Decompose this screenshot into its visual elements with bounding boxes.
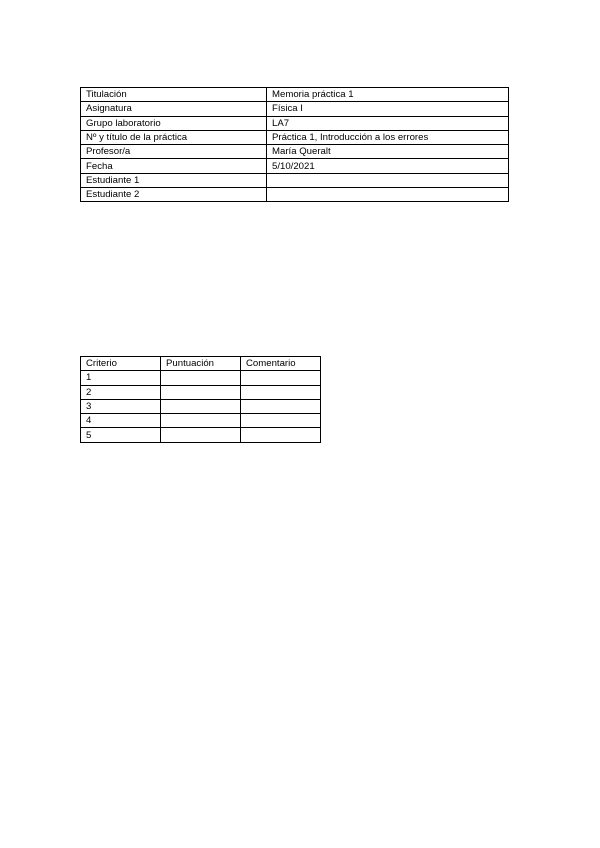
puntuacion-cell bbox=[161, 414, 241, 428]
criterio-cell: 1 bbox=[81, 371, 161, 385]
comentario-cell bbox=[241, 399, 321, 413]
comentario-cell bbox=[241, 414, 321, 428]
puntuacion-cell bbox=[161, 428, 241, 442]
info-label: Asignatura bbox=[81, 102, 267, 116]
table-row bbox=[81, 116, 509, 130]
criterio-cell: 2 bbox=[81, 385, 161, 399]
table-row bbox=[81, 371, 321, 385]
criterio-cell: 3 bbox=[81, 399, 161, 413]
column-header-puntuacion: Puntuación bbox=[161, 357, 241, 371]
table-row bbox=[81, 88, 509, 102]
puntuacion-cell bbox=[161, 371, 241, 385]
info-label: Estudiante 2 bbox=[81, 188, 267, 202]
table-header-row bbox=[81, 357, 321, 371]
info-value bbox=[267, 188, 509, 202]
table-row bbox=[81, 399, 321, 413]
grading-table bbox=[80, 356, 321, 443]
table-row bbox=[81, 188, 509, 202]
comentario-cell bbox=[241, 371, 321, 385]
practice-info-table bbox=[80, 87, 509, 202]
puntuacion-cell bbox=[161, 385, 241, 399]
table-row bbox=[81, 414, 321, 428]
column-header-comentario: Comentario bbox=[241, 357, 321, 371]
info-value: 5/10/2021 bbox=[267, 159, 509, 173]
table-row bbox=[81, 428, 321, 442]
comentario-cell bbox=[241, 428, 321, 442]
info-label: Profesor/a bbox=[81, 145, 267, 159]
info-label: Estudiante 1 bbox=[81, 173, 267, 187]
info-value bbox=[267, 173, 509, 187]
info-value: María Queralt bbox=[267, 145, 509, 159]
info-label: Fecha bbox=[81, 159, 267, 173]
info-value: Memoria práctica 1 bbox=[267, 88, 509, 102]
comentario-cell bbox=[241, 385, 321, 399]
info-value: Práctica 1, Introducción a los errores bbox=[267, 130, 509, 144]
info-label: Titulación bbox=[81, 88, 267, 102]
criterio-cell: 4 bbox=[81, 414, 161, 428]
puntuacion-cell bbox=[161, 399, 241, 413]
info-value: LA7 bbox=[267, 116, 509, 130]
table-row bbox=[81, 159, 509, 173]
criterio-cell: 5 bbox=[81, 428, 161, 442]
table-row bbox=[81, 102, 509, 116]
table-row bbox=[81, 145, 509, 159]
table-row bbox=[81, 385, 321, 399]
info-value: Física I bbox=[267, 102, 509, 116]
table-row bbox=[81, 130, 509, 144]
table-row bbox=[81, 173, 509, 187]
info-label: Grupo laboratorio bbox=[81, 116, 267, 130]
info-label: Nº y título de la práctica bbox=[81, 130, 267, 144]
column-header-criterio: Criterio bbox=[81, 357, 161, 371]
